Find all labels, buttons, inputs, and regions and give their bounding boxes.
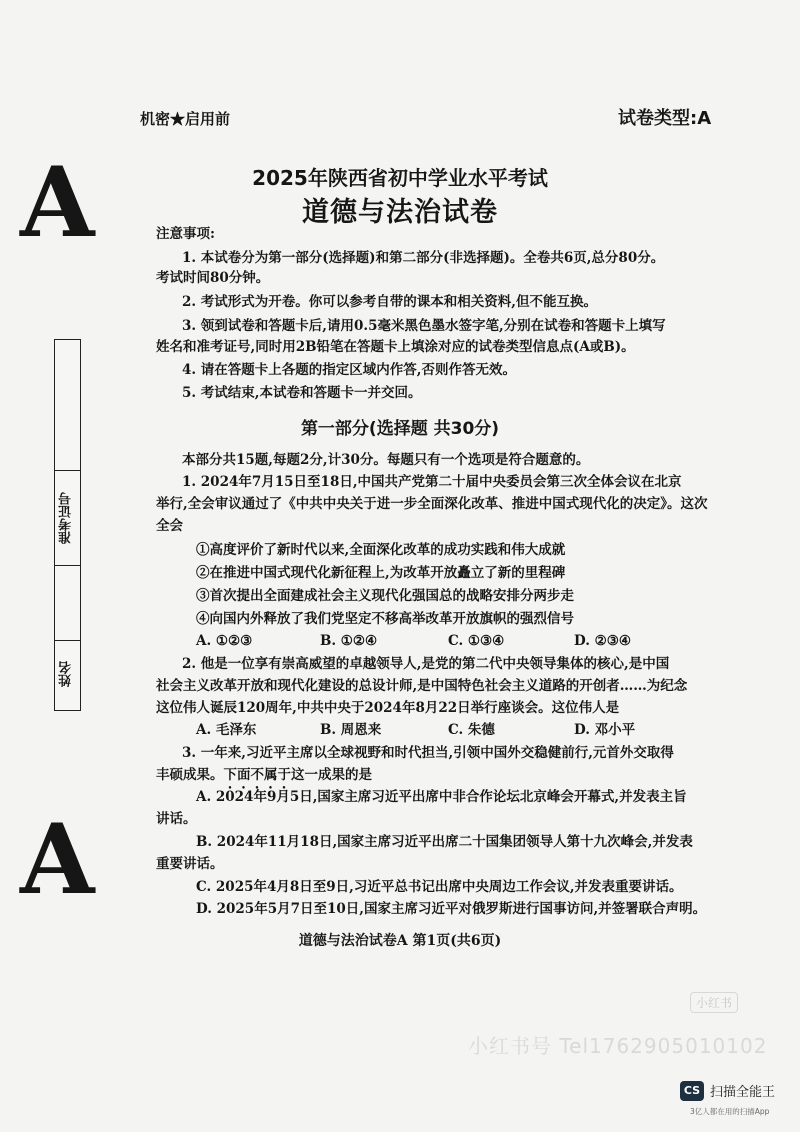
question-3-emphasis: 下面不属于	[223, 767, 291, 783]
question-2-text: 这位伟人诞辰120周年,中共中央于2024年8月22日举行座谈会。这位伟人是	[156, 700, 620, 716]
exam-title: 2025年陕西省初中学业水平考试	[252, 166, 548, 190]
notice-heading: 注意事项:	[156, 226, 215, 242]
paper-type-letter-bottom: A	[20, 803, 95, 916]
question-1-option-d: D. ②③④	[574, 633, 631, 649]
notice-item: 4. 请在答题卡上各题的指定区域内作答,否则作答无效。	[182, 362, 516, 378]
question-1-option-c: C. ①③④	[448, 633, 505, 649]
question-1-statement: ②在推进中国式现代化新征程上,为改革开放矗立了新的里程碑	[196, 565, 566, 581]
question-1-statement: ①高度评价了新时代以来,全面深化改革的成功实践和伟大成就	[196, 542, 566, 558]
notice-item: 2. 考试形式为开卷。你可以参考自带的课本和相关资料,但不能互换。	[182, 294, 597, 310]
question-3-option-d: D. 2025年5月7日至10日,国家主席习近平对俄罗斯进行国事访问,并签署联合声明。	[196, 901, 707, 917]
question-2-option-b: B. 周恩来	[320, 722, 382, 738]
question-1-statement: ④向国内外释放了我们党坚定不移高举改革开放旗帜的强烈信号	[196, 611, 574, 627]
scanner-logo-icon: CS	[680, 1081, 704, 1101]
notice-item: 考试时间80分钟。	[156, 270, 270, 286]
question-3-option-a-cont: 讲话。	[156, 811, 197, 827]
notice-item: 5. 考试结束,本试卷和答题卡一并交回。	[182, 385, 422, 401]
question-1-text: 举行,全会审议通过了《中共中央关于进一步全面深化改革、推进中国式现代化的决定》。这次	[156, 496, 708, 512]
question-2-option-c: C. 朱德	[448, 722, 495, 738]
question-2-option-a: A. 毛泽东	[196, 722, 257, 738]
notice-item: 1. 本试卷分为第一部分(选择题)和第二部分(非选择题)。全卷共6页,总分80分。	[182, 250, 665, 266]
paper-type-label: 试卷类型:A	[618, 108, 712, 129]
question-2-text: 2. 他是一位享有崇高威望的卓越领导人,是党的第二代中央领导集体的核心,是中国	[182, 656, 670, 672]
notice-item: 3. 领到试卷和答题卡后,请用0.5毫米黑色墨水签字笔,分别在试卷和答题卡上填写	[182, 318, 666, 334]
candidate-name-label: 姓名	[59, 661, 74, 687]
section-heading: 第一部分(选择题 共30分)	[300, 419, 500, 439]
paper-type-letter-top: A	[20, 146, 95, 259]
candidate-info-box	[54, 339, 81, 711]
question-1-option-b: B. ①②④	[320, 633, 378, 649]
question-2-option-d: D. 邓小平	[574, 722, 636, 738]
watermark-badge: 小红书	[690, 992, 738, 1013]
question-1-text: 1. 2024年7月15日至18日,中国共产党第二十届中央委员会第三次全体会议在北京	[182, 474, 682, 490]
watermark-text: 小红书号 Tel1762905010102	[468, 1034, 768, 1058]
scanner-app-name: 扫描全能王	[710, 1085, 776, 1100]
question-3-text: 3. 一年来,习近平主席以全球视野和时代担当,引领中国外交稳健前行,元首外交取得	[182, 745, 674, 761]
question-3-option-b: B. 2024年11月18日,国家主席习近平出席二十国集团领导人第十九次峰会,并发表	[196, 834, 693, 850]
notice-item: 姓名和准考证号,同时用2B铅笔在答题卡上填涂对应的试卷类型信息点(A或B)。	[156, 339, 635, 355]
question-1-statement: ③首次提出全面建成社会主义现代化强国总的战略安排分两步走	[196, 588, 574, 604]
question-3-option-b-cont: 重要讲话。	[156, 856, 224, 872]
question-3-text: 丰硕成果。下面不属于这一成果的是	[156, 767, 372, 783]
scanner-tagline: 3亿人都在用的扫描App	[690, 1107, 770, 1116]
candidate-id-label: 准考证号	[59, 492, 74, 544]
question-3-option-a: A. 2024年9月5日,国家主席习近平出席中非合作论坛北京峰会开幕式,并发表主旨	[196, 789, 687, 805]
question-2-text: 社会主义改革开放和现代化建设的总设计师,是中国特色社会主义道路的开创者……为纪念	[156, 678, 688, 694]
page-footer: 道德与法治试卷A 第1页(共6页)	[298, 933, 502, 949]
question-1-text: 全会	[156, 518, 183, 534]
subject-title: 道德与法治试卷	[302, 197, 498, 228]
question-3-option-c: C. 2025年4月8日至9日,习近平总书记出席中央周边工作会议,并发表重要讲话。	[196, 879, 683, 895]
question-1-option-a: A. ①②③	[196, 633, 253, 649]
section-intro: 本部分共15题,每题2分,计30分。每题只有一个选项是符合题意的。	[182, 452, 590, 468]
secret-mark: 机密★启用前	[140, 110, 231, 128]
